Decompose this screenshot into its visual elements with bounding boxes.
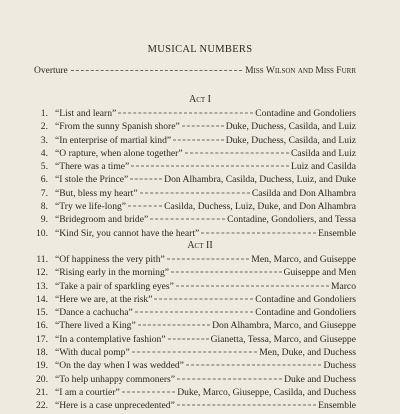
dot-leader: [131, 166, 289, 167]
song-title: “There was a time”: [55, 161, 130, 173]
list-item: [30, 267, 356, 280]
dot-leader: [176, 285, 329, 286]
list-item: [30, 360, 356, 373]
item-number: 22.: [36, 400, 48, 412]
list-item: [30, 320, 356, 333]
act-2-title: Act II: [187, 240, 213, 251]
dot-leader: [138, 325, 210, 326]
act-1-list: [30, 108, 356, 241]
item-number: 20.: [36, 373, 48, 385]
item-number: 14.: [36, 293, 48, 305]
performers: Casilda and Luiz: [290, 147, 356, 159]
item-number: 4.: [40, 147, 48, 159]
song-title: “I am a courtier”: [55, 386, 120, 398]
song-title: “Dance a cachucha”: [55, 307, 133, 319]
item-number: 3.: [40, 134, 48, 146]
item-number: 11.: [36, 254, 48, 265]
list-item: [30, 228, 356, 241]
dot-leader: [128, 206, 162, 207]
item-number: 5.: [40, 161, 48, 173]
page-heading: MUSICAL NUMBERS: [147, 44, 253, 55]
list-item: [30, 201, 356, 214]
performers: Casilda, Duchess, Luiz, Duke, and Don Alhambra: [164, 201, 356, 213]
item-number: 17.: [36, 333, 48, 345]
list-item: [30, 188, 356, 201]
dot-leader: [173, 139, 224, 140]
dot-leader: [122, 391, 176, 392]
list-item: [30, 400, 356, 413]
dot-leader: [167, 259, 250, 260]
song-title: “There lived a King”: [55, 320, 136, 332]
performers: Gianetta, Tessa, Marco, and Giuseppe: [210, 333, 356, 345]
item-number: 1.: [40, 108, 48, 119]
dot-leader: [118, 113, 253, 114]
dot-leader: [201, 232, 316, 233]
list-item: [30, 294, 356, 307]
dot-leader: [130, 179, 162, 180]
song-title: “Bridegroom and bride”: [55, 214, 149, 226]
performers: Men, Duke, and Duchess: [259, 347, 356, 359]
list-item: [30, 108, 356, 121]
item-number: 19.: [36, 360, 48, 372]
dot-leader: [185, 152, 289, 153]
overture-line: [34, 66, 356, 76]
item-number: 7.: [40, 187, 48, 199]
item-number: 6.: [40, 174, 48, 186]
performers: Duke, Duchess, Casilda, and Luiz: [225, 121, 356, 133]
dot-leader: [186, 365, 322, 366]
performers: Marco: [330, 280, 356, 292]
song-title: “Kind Sir, you cannot have the heart”: [55, 227, 200, 239]
act-1-title: Act I: [189, 94, 211, 105]
list-item: [30, 214, 356, 227]
performers: Contadine, Gondoliers, and Tessa: [227, 214, 356, 226]
list-item: [30, 148, 356, 161]
list-item: [30, 174, 356, 187]
item-number: 15.: [36, 307, 48, 319]
song-title: “Here is a case unprecedented”: [55, 400, 175, 412]
act-2-list: [30, 254, 356, 414]
performers: Contadine and Gondoliers: [255, 307, 356, 319]
dot-leader: [168, 338, 209, 339]
dot-leader: [135, 312, 254, 313]
song-title: “On the day when I was wedded”: [55, 360, 184, 372]
song-title: “Take a pair of sparkling eyes”: [55, 280, 174, 292]
item-number: 16.: [36, 320, 48, 332]
performers: Duke and Duchess: [284, 373, 356, 385]
dot-leader: [154, 298, 253, 299]
song-title: “Of happiness the very pith”: [55, 254, 165, 265]
dot-leader: [132, 352, 258, 353]
list-item: [30, 135, 356, 148]
item-number: 2.: [40, 121, 48, 133]
performers: Don Alhambra, Marco, and Giuseppe: [212, 320, 356, 332]
song-title: “Here we are, at the risk”: [55, 293, 153, 305]
song-title: “Try we life-long”: [55, 201, 127, 213]
item-number: 21.: [36, 386, 48, 398]
list-item: [30, 387, 356, 400]
song-title: “In enterprise of martial kind”: [55, 134, 172, 146]
list-item: [30, 161, 356, 174]
item-number: 18.: [36, 347, 48, 359]
performers: Don Alhambra, Casilda, Duchess, Luiz, and Duke: [164, 174, 356, 186]
item-number: 13.: [36, 280, 48, 292]
song-title: “With ducal pomp”: [55, 347, 130, 359]
list-item: [30, 334, 356, 347]
song-title: “To help unhappy commoners”: [55, 373, 176, 385]
dot-leader: [177, 405, 316, 406]
song-title: “But, bless my heart”: [55, 187, 138, 199]
dot-leader: [182, 126, 224, 127]
performers: Duchess: [323, 360, 356, 372]
performers: Guiseppe and Men: [283, 267, 356, 279]
performers: Ensemble: [318, 400, 356, 412]
performers: Duke, Duchess, Casilda, and Luiz: [225, 134, 356, 146]
song-title: “I stole the Prince”: [55, 174, 129, 186]
performers: Duke, Marco, Giuseppe, Casilda, and Duchess: [177, 386, 356, 398]
song-title: “From the sunny Spanish shore”: [55, 121, 180, 133]
list-item: [30, 281, 356, 294]
song-title: “Rising early in the morning”: [55, 267, 170, 279]
performers: Ensemble: [318, 227, 356, 239]
list-item: [30, 307, 356, 320]
item-number: 10.: [36, 227, 48, 239]
list-item: [30, 374, 356, 387]
performers: Casilda and Don Alhambra: [251, 187, 356, 199]
performers: Men, Marco, and Guiseppe: [251, 254, 356, 265]
list-item: [30, 121, 356, 134]
list-item: [30, 347, 356, 360]
song-title: “In a contemplative fashion”: [55, 333, 166, 345]
item-number: 8.: [40, 201, 48, 213]
performers: Contadine and Gondoliers: [255, 108, 356, 119]
performers: Contadine and Gondoliers: [255, 293, 356, 305]
dot-leader: [140, 192, 250, 193]
dot-leader: [171, 272, 281, 273]
dot-leader: [150, 219, 225, 220]
song-title: “List and learn”: [55, 108, 117, 119]
song-title: “O rapture, when alone together”: [55, 147, 183, 159]
item-number: 9.: [40, 214, 48, 226]
overture-performers: Miss Wilson and Miss Furr: [245, 66, 356, 76]
performers: Luiz and Casilda: [290, 161, 356, 173]
list-item: [30, 254, 356, 267]
item-number: 12.: [36, 267, 48, 279]
overture-label: Overture: [34, 66, 68, 76]
dot-leader: [177, 378, 282, 379]
dot-leader: [71, 70, 242, 71]
